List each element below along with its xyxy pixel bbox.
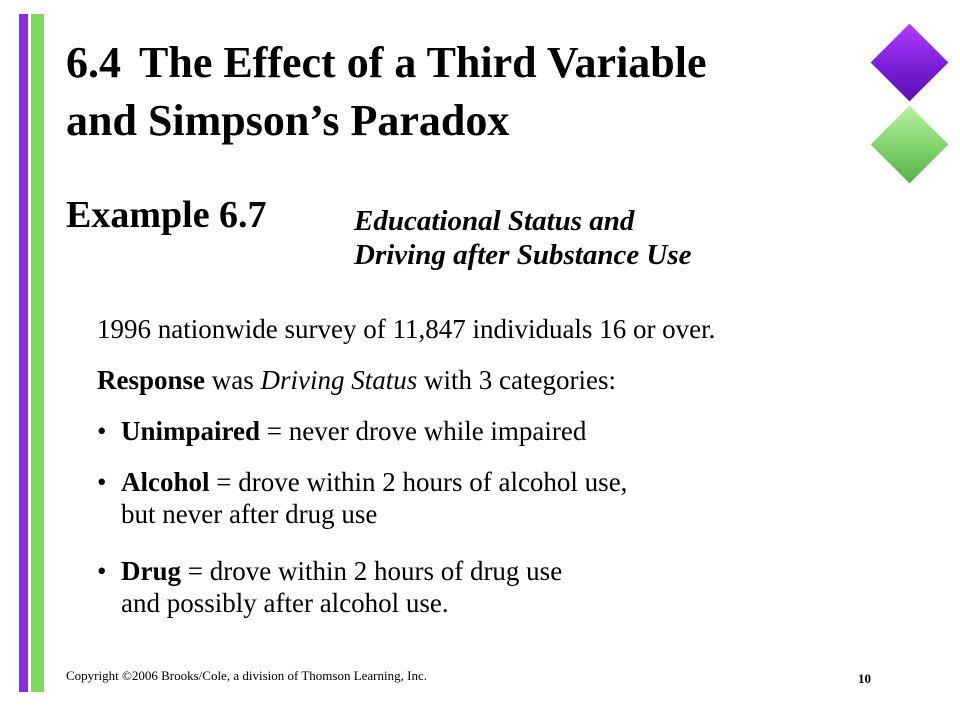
- slide-title: [66, 34, 866, 150]
- bullet-definition-continued: but never after drug use: [121, 499, 378, 529]
- green-diamond-decoration: [871, 106, 949, 184]
- bullet-marker: •: [97, 467, 107, 497]
- response-rest: with 3 categories:: [417, 365, 616, 395]
- bullet-definition-continued: and possibly after alcohol use.: [121, 588, 449, 618]
- title-line-1: The Effect of a Third Variable: [139, 38, 707, 87]
- response-was: was: [205, 365, 261, 395]
- bullet-definition: = drove within 2 hours of alcohol use,: [209, 467, 628, 497]
- example-label: Example 6.7: [66, 194, 267, 236]
- example-title-line-1: Educational Status and: [354, 205, 635, 237]
- page-number: 10: [858, 671, 871, 686]
- bullet-alcohol: [121, 466, 627, 530]
- example-title: [354, 204, 692, 272]
- bullet-definition: = drove within 2 hours of drug use: [181, 556, 563, 586]
- section-number: 6.4: [66, 38, 121, 87]
- left-accent-bar-purple: [19, 14, 28, 692]
- bullet-drug: [121, 555, 562, 619]
- example-title-line-2: Driving after Substance Use: [354, 239, 692, 271]
- bullet-term: Alcohol: [121, 467, 210, 497]
- bullet-definition: = never drove while impaired: [260, 416, 587, 446]
- copyright-notice: Copyright ©2006 Brooks/Cole, a division of Thomson Learning, Inc.: [66, 668, 427, 683]
- survey-description: 1996 nationwide survey of 11,847 individuals 16 or over.: [97, 314, 716, 344]
- title-line-2: and Simpson’s Paradox: [66, 96, 510, 145]
- purple-diamond-decoration: [871, 24, 949, 102]
- response-variable: Driving Status: [260, 365, 418, 395]
- bullet-marker: •: [97, 416, 107, 446]
- response-term: Response: [97, 365, 206, 395]
- response-description: [97, 364, 616, 396]
- bullet-marker: •: [97, 556, 107, 586]
- left-accent-bar-green: [31, 14, 44, 692]
- bullet-term: Unimpaired: [121, 416, 261, 446]
- bullet-unimpaired: [121, 415, 586, 447]
- bullet-term: Drug: [121, 556, 181, 586]
